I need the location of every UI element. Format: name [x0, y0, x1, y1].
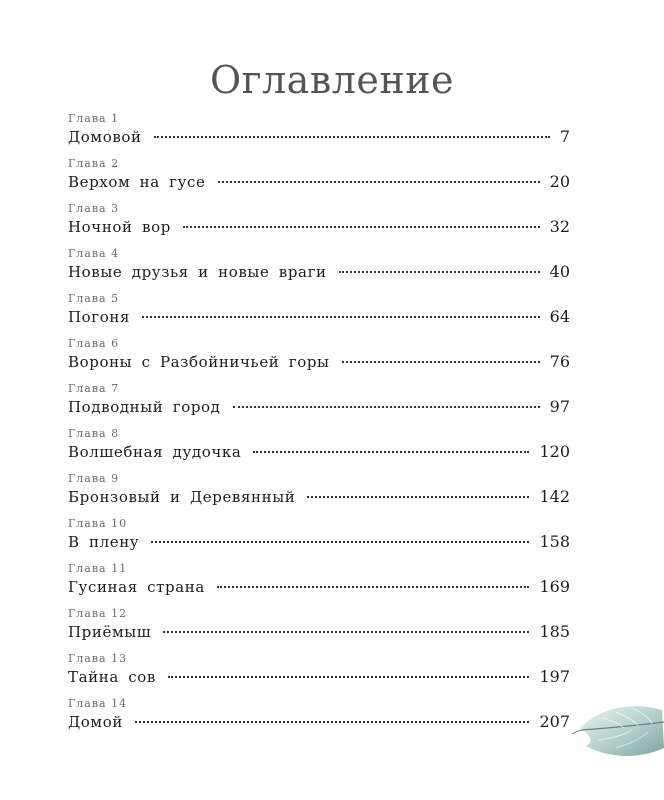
- page-number: 76: [549, 352, 570, 371]
- dot-leader: [218, 181, 540, 183]
- toc-line: [68, 487, 570, 509]
- chapter-label: Глава 3: [68, 202, 120, 215]
- toc-line: [68, 262, 570, 284]
- chapter-label: Глава 6: [68, 337, 120, 350]
- toc-line: [68, 712, 570, 734]
- chapter-title: В плену: [68, 533, 140, 551]
- toc-line: [68, 352, 570, 374]
- toc-entry: [68, 288, 570, 333]
- dot-leader: [253, 451, 529, 453]
- chapter-title: Приёмыш: [68, 623, 152, 641]
- chapter-label: Глава 9: [68, 472, 120, 485]
- dot-leader: [339, 271, 540, 273]
- chapter-title: Ночной вор: [68, 218, 171, 236]
- chapter-label: Глава 13: [68, 652, 128, 665]
- toc-entry: [68, 603, 570, 648]
- page-number: 185: [539, 622, 570, 641]
- toc-entry: [68, 648, 570, 693]
- toc-entry: [68, 558, 570, 603]
- page-number: 40: [549, 262, 570, 281]
- dot-leader: [163, 631, 529, 633]
- chapter-title: Погоня: [68, 308, 131, 326]
- page-title: Оглавление: [209, 58, 455, 102]
- chapter-title: Волшебная дудочка: [68, 443, 242, 461]
- page-number: 197: [539, 667, 570, 686]
- toc-entry: [68, 378, 570, 423]
- toc-line: [68, 442, 570, 464]
- page-number: 158: [539, 532, 570, 551]
- toc-entry: [68, 108, 570, 153]
- toc-entry: [68, 333, 570, 378]
- table-of-contents: [68, 108, 570, 738]
- chapter-title: Бронзовый и Деревянный: [68, 488, 296, 506]
- chapter-label: Глава 7: [68, 382, 120, 395]
- dot-leader: [168, 676, 530, 678]
- dot-leader: [183, 226, 540, 228]
- toc-line: [68, 577, 570, 599]
- page-number: 169: [539, 577, 570, 596]
- dot-leader: [135, 721, 530, 723]
- chapter-title: Домой: [68, 713, 123, 731]
- toc-line: [68, 172, 570, 194]
- page-number: 207: [539, 712, 570, 731]
- chapter-label: Глава 12: [68, 607, 128, 620]
- page-number: 20: [549, 172, 570, 191]
- toc-line: [68, 667, 570, 689]
- chapter-title: Тайна сов: [68, 668, 156, 686]
- dot-leader: [307, 496, 529, 498]
- chapter-label: Глава 10: [68, 517, 128, 530]
- page-number: 97: [549, 397, 570, 416]
- chapter-label: Глава 11: [68, 562, 128, 575]
- dot-leader: [142, 316, 540, 318]
- chapter-label: Глава 14: [68, 697, 128, 710]
- toc-line: [68, 397, 570, 419]
- toc-entry: [68, 513, 570, 558]
- chapter-title: Новые друзья и новые враги: [68, 263, 327, 281]
- toc-line: [68, 127, 570, 149]
- toc-line: [68, 532, 570, 554]
- chapter-title: Подводный город: [68, 398, 221, 416]
- chapter-label: Глава 1: [68, 112, 120, 125]
- chapter-label: Глава 4: [68, 247, 120, 260]
- toc-line: [68, 217, 570, 239]
- dot-leader: [342, 361, 540, 363]
- dot-leader: [154, 136, 550, 138]
- dot-leader: [233, 406, 540, 408]
- chapter-title: Вороны с Разбойничьей горы: [68, 353, 330, 371]
- chapter-label: Глава 8: [68, 427, 120, 440]
- page-number: 7: [559, 127, 570, 146]
- toc-line: [68, 622, 570, 644]
- dot-leader: [151, 541, 529, 543]
- toc-entry: [68, 153, 570, 198]
- chapter-label: Глава 2: [68, 157, 120, 170]
- dot-leader: [217, 586, 530, 588]
- toc-entry: [68, 243, 570, 288]
- chapter-title: Верхом на гусе: [68, 173, 206, 191]
- page-number: 32: [549, 217, 570, 236]
- page-number: 120: [539, 442, 570, 461]
- toc-entry: [68, 198, 570, 243]
- feather-icon: [572, 688, 664, 800]
- chapter-label: Глава 5: [68, 292, 120, 305]
- toc-entry: [68, 468, 570, 513]
- chapter-title: Домовой: [68, 128, 142, 146]
- toc-line: [68, 307, 570, 329]
- chapter-title: Гусиная страна: [68, 578, 205, 596]
- toc-entry: [68, 693, 570, 738]
- toc-entry: [68, 423, 570, 468]
- page-number: 64: [549, 307, 570, 326]
- page-number: 142: [539, 487, 570, 506]
